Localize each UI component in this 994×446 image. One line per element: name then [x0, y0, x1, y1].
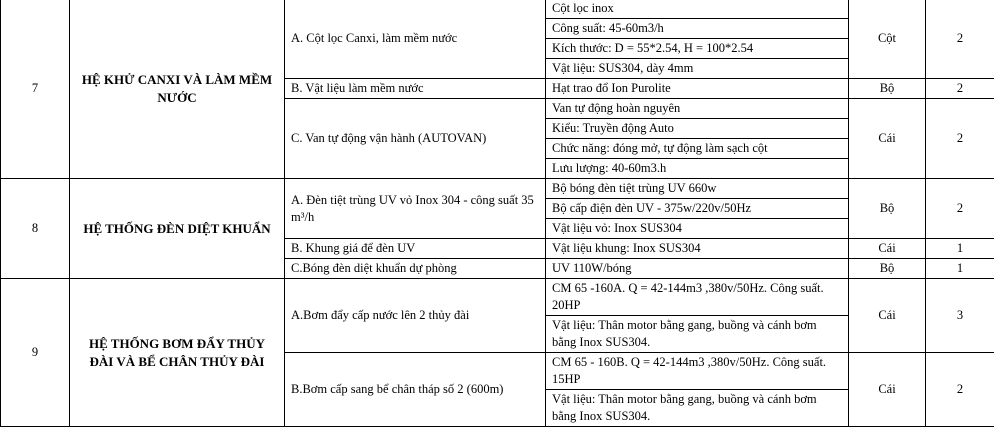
- item-unit: Cái: [849, 99, 926, 179]
- section-title: HỆ THỐNG BƠM ĐẨY THỦY ĐÀI VÀ BỂ CHÂN THỦY ĐÀI: [70, 279, 285, 427]
- table-row: [1, 0, 994, 19]
- item-qty: 2: [926, 0, 994, 79]
- item-spec: Vật liệu: Thân motor bằng gang, buồng và cánh bơm bằng Inox SUS304.: [546, 390, 849, 427]
- item-spec: Chức năng: đóng mở, tự động làm sạch cột: [546, 139, 849, 159]
- item-spec: Lưu lượng: 40-60m3.h: [546, 159, 849, 179]
- table-row: [1, 279, 994, 316]
- section-number: 9: [1, 279, 70, 427]
- section-title: HỆ KHỬ CANXI VÀ LÀM MỀM NƯỚC: [70, 0, 285, 179]
- item-spec: Cột lọc inox: [546, 0, 849, 19]
- item-spec: Kích thước: D = 55*2.54, H = 100*2.54: [546, 39, 849, 59]
- item-name: C. Van tự động vận hành (AUTOVAN): [285, 99, 546, 179]
- item-qty: 2: [926, 353, 994, 427]
- item-spec: Vật liệu khung: Inox SUS304: [546, 239, 849, 259]
- item-name: B. Khung giá để đèn UV: [285, 239, 546, 259]
- item-spec: CM 65 - 160B. Q = 42-144m3 ,380v/50Hz. Công suất. 15HP: [546, 353, 849, 390]
- item-spec: Vật liệu: SUS304, dày 4mm: [546, 59, 849, 79]
- item-spec: CM 65 -160A. Q = 42-144m3 ,380v/50Hz. Công suất. 20HP: [546, 279, 849, 316]
- item-qty: 1: [926, 259, 994, 279]
- item-qty: 2: [926, 179, 994, 239]
- item-spec: Bộ bóng đèn tiệt trùng UV 660w: [546, 179, 849, 199]
- item-name: A. Cột lọc Canxi, làm mềm nước: [285, 0, 546, 79]
- section-title: HỆ THỐNG ĐÈN DIỆT KHUẨN: [70, 179, 285, 279]
- item-unit: Cái: [849, 353, 926, 427]
- item-name: B.Bơm cấp sang bể chân tháp số 2 (600m): [285, 353, 546, 427]
- item-spec: Kiểu: Truyền động Auto: [546, 119, 849, 139]
- item-unit: Bộ: [849, 79, 926, 99]
- item-name: B. Vật liệu làm mềm nước: [285, 79, 546, 99]
- item-spec: Công suất: 45-60m3/h: [546, 19, 849, 39]
- item-name: C.Bóng đèn diệt khuẩn dự phòng: [285, 259, 546, 279]
- item-spec: Hạt trao đổ Ion Purolite: [546, 79, 849, 99]
- item-qty: 2: [926, 79, 994, 99]
- item-unit: Cái: [849, 239, 926, 259]
- item-spec: Van tự động hoàn nguyên: [546, 99, 849, 119]
- item-name: A.Bơm đẩy cấp nước lên 2 thủy đài: [285, 279, 546, 353]
- item-qty: 3: [926, 279, 994, 353]
- table-row: [1, 179, 994, 199]
- item-name: A. Đèn tiệt trùng UV vỏ Inox 304 - công suất 35 m³/h: [285, 179, 546, 239]
- item-spec: Bộ cấp điện đèn UV - 375w/220v/50Hz: [546, 199, 849, 219]
- item-qty: 2: [926, 99, 994, 179]
- item-unit: Bộ: [849, 259, 926, 279]
- item-spec: Vật liệu vỏ: Inox SUS304: [546, 219, 849, 239]
- item-spec: UV 110W/bóng: [546, 259, 849, 279]
- item-spec: Vật liệu: Thân motor bằng gang, buồng và cánh bơm bằng Inox SUS304.: [546, 316, 849, 353]
- item-unit: Cái: [849, 279, 926, 353]
- item-unit: Cột: [849, 0, 926, 79]
- item-qty: 1: [926, 239, 994, 259]
- section-number: 7: [1, 0, 70, 179]
- item-unit: Bộ: [849, 179, 926, 239]
- section-number: 8: [1, 179, 70, 279]
